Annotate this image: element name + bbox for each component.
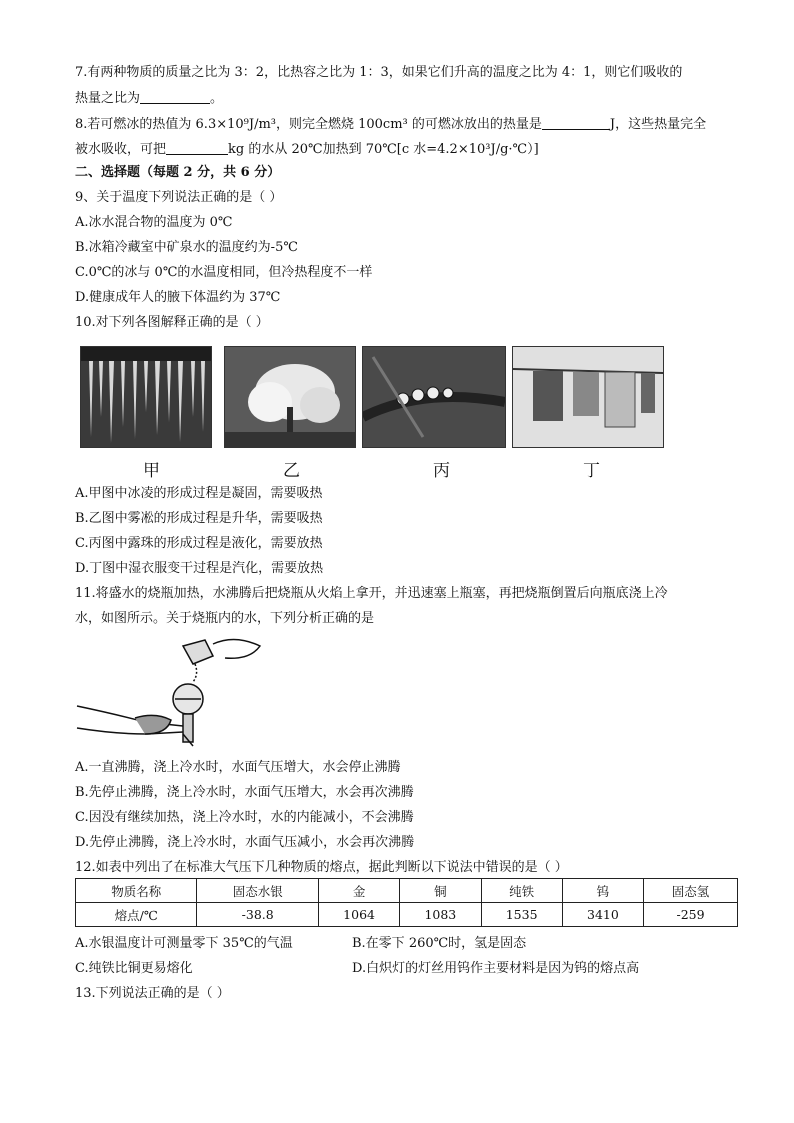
table-cell: 钨 xyxy=(562,879,643,903)
label-bing: 丙 xyxy=(433,461,450,481)
q12-option-a[interactable]: A.水银温度计可测量零下 35℃的气温 xyxy=(75,936,293,951)
table-cell: 固态氢 xyxy=(644,879,738,903)
q9-option-d[interactable]: D.健康成年人的腋下体温约为 37℃ xyxy=(75,290,281,305)
flask-illustration-icon xyxy=(75,634,275,749)
q11-option-d[interactable]: D.先停止沸腾，浇上冷水时，水面气压减小，水会再次沸腾 xyxy=(75,835,415,850)
table-cell: -38.8 xyxy=(197,903,318,927)
q12-option-b[interactable]: B.在零下 260℃时，氢是固态 xyxy=(352,936,527,951)
q8-line2-end: kg 的水从 20℃加热到 70℃[c 水=4.2×10³J/g·℃）] xyxy=(228,142,539,157)
q9-option-c[interactable]: C.0℃的冰与 0℃的水温度相同，但冷热程度不一样 xyxy=(75,265,373,280)
q9-option-a[interactable]: A.冰水混合物的温度为 0℃ xyxy=(75,215,233,230)
q11-option-c[interactable]: C.因没有继续加热，浇上冷水时，水的内能减小，不会沸腾 xyxy=(75,810,414,825)
q10-option-a[interactable]: A.甲图中冰凌的形成过程是凝固，需要吸热 xyxy=(75,486,323,501)
q13-stem: 13.下列说法正确的是（ ） xyxy=(75,986,230,1001)
table-cell: 1535 xyxy=(481,903,562,927)
q8-line1-end: J，这些热量完全 xyxy=(609,117,707,132)
section-title: 二、选择题（每题 2 分，共 6 分） xyxy=(75,165,281,180)
table-cell: 1083 xyxy=(400,903,481,927)
rime-photo xyxy=(224,346,356,448)
table-cell: 熔点/℃ xyxy=(76,903,197,927)
icicle-image-icon xyxy=(81,347,211,447)
q7-line2 xyxy=(75,89,223,108)
q9-option-b[interactable]: B.冰箱冷藏室中矿泉水的温度约为-5℃ xyxy=(75,240,298,255)
q9-stem: 9、关于温度下列说法正确的是（ ） xyxy=(75,190,283,205)
q8-line2-text: 被水吸收，可把 xyxy=(75,142,167,157)
q11-option-a[interactable]: A.一直沸腾，浇上冷水时，水面气压增大，水会停止沸腾 xyxy=(75,760,401,775)
clothes-photo xyxy=(512,346,664,448)
q8-line1-text: 8.若可燃冰的热值为 6.3×10⁹J/m³，则完全燃烧 100cm³ 的可燃冰放出的热量是 xyxy=(75,117,542,132)
q8-mass-blank[interactable] xyxy=(166,140,228,155)
q7-line1: 7.有两种物质的质量之比为 3：2，比热容之比为 1：3，如果它们升高的温度之比为 4：1，则它们吸收的 xyxy=(75,65,683,80)
label-yi: 乙 xyxy=(283,461,300,481)
icicle-photo xyxy=(80,346,212,448)
clothes-image-icon xyxy=(513,347,663,447)
q10-option-c[interactable]: C.丙图中露珠的形成过程是液化，需要放热 xyxy=(75,536,323,551)
q7-line2-text: 热量之比为 xyxy=(75,91,141,106)
q7-line2-end: 。 xyxy=(210,91,224,106)
rime-image-icon xyxy=(225,347,355,447)
q10-option-d[interactable]: D.丁图中湿衣服变干过程是汽化，需要放热 xyxy=(75,561,324,576)
table-cell: 金 xyxy=(318,879,399,903)
label-jia: 甲 xyxy=(143,461,160,481)
q8-heat-blank[interactable] xyxy=(542,115,610,130)
q8-line1 xyxy=(75,115,706,134)
q7-answer-blank[interactable] xyxy=(140,89,210,104)
table-cell: 固态水银 xyxy=(197,879,318,903)
table-cell: 1064 xyxy=(318,903,399,927)
table-cell: -259 xyxy=(644,903,738,927)
q12-stem: 12.如表中列出了在标准大气压下几种物质的熔点，据此判断以下说法中错误的是（ ） xyxy=(75,860,568,875)
q12-option-d[interactable]: D.白炽灯的灯丝用钨作主要材料是因为钨的熔点高 xyxy=(352,961,640,976)
q10-option-b[interactable]: B.乙图中雾凇的形成过程是升华，需要吸热 xyxy=(75,511,323,526)
q8-line2 xyxy=(75,140,539,159)
table-cell: 3410 xyxy=(562,903,643,927)
q10-stem: 10.对下列各图解释正确的是（ ） xyxy=(75,315,269,330)
q11-option-b[interactable]: B.先停止沸腾，浇上冷水时，水面气压增大，水会再次沸腾 xyxy=(75,785,414,800)
melting-point-table xyxy=(75,878,738,927)
table-cell: 铜 xyxy=(400,879,481,903)
dew-image-icon xyxy=(363,347,505,447)
q12-option-c[interactable]: C.纯铁比铜更易熔化 xyxy=(75,961,193,976)
table-header-row xyxy=(76,879,738,903)
dew-photo xyxy=(362,346,506,448)
q11-stem-line1: 11.将盛水的烧瓶加热，水沸腾后把烧瓶从火焰上拿开，并迅速塞上瓶塞，再把烧瓶倒置后向瓶底浇上冷 xyxy=(75,586,668,601)
table-row xyxy=(76,903,738,927)
table-cell: 物质名称 xyxy=(76,879,197,903)
q11-stem-line2: 水，如图所示。关于烧瓶内的水，下列分析正确的是 xyxy=(75,611,375,626)
table-cell: 纯铁 xyxy=(481,879,562,903)
label-ding: 丁 xyxy=(583,461,600,481)
